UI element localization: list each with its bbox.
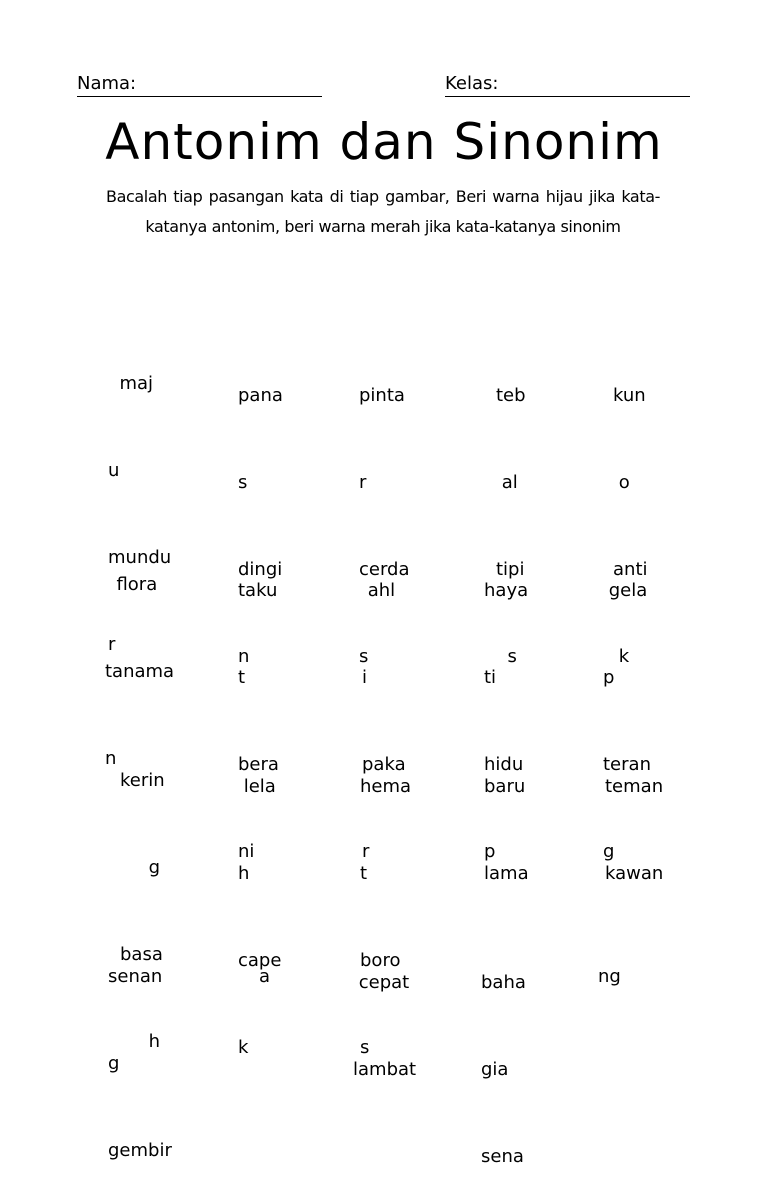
word-line: s bbox=[360, 1037, 370, 1058]
word-line: h bbox=[238, 863, 250, 884]
word-line: bera bbox=[238, 754, 279, 775]
word-line: hema bbox=[360, 776, 412, 797]
word-line: al bbox=[496, 472, 518, 493]
word-line: r bbox=[362, 841, 370, 862]
word-pair-r4-c3[interactable] bbox=[353, 910, 416, 1113]
word-line: ni bbox=[238, 841, 255, 862]
word-line: maj bbox=[108, 373, 154, 394]
word-line: g bbox=[108, 1053, 120, 1074]
word-pair-r4-c5[interactable] bbox=[598, 904, 621, 1020]
word-line: k bbox=[613, 646, 630, 667]
word-line: s bbox=[359, 646, 369, 667]
word-line: teran bbox=[603, 754, 651, 775]
word-line: taku bbox=[238, 580, 278, 601]
word-line: p bbox=[484, 841, 496, 862]
class-field[interactable] bbox=[445, 72, 690, 97]
word-line: u bbox=[108, 460, 120, 481]
word-pair-r3-c2[interactable] bbox=[238, 714, 281, 1091]
word-line: gia bbox=[481, 1059, 509, 1080]
word-line: tipi bbox=[496, 559, 525, 580]
word-line: kerin bbox=[120, 770, 165, 791]
word-line: lama bbox=[484, 863, 529, 884]
class-label: Kelas: bbox=[445, 73, 499, 94]
name-field[interactable] bbox=[77, 72, 322, 97]
word-line: teman bbox=[605, 776, 664, 797]
word-line: kun bbox=[613, 385, 646, 406]
word-line: cepat bbox=[353, 972, 410, 993]
name-label: Nama: bbox=[77, 73, 137, 94]
word-line: teb bbox=[496, 385, 526, 406]
word-line: sena bbox=[481, 1146, 524, 1167]
word-line: senan bbox=[108, 966, 163, 987]
word-line: g bbox=[603, 841, 615, 862]
word-line: p bbox=[603, 667, 615, 688]
word-line: n bbox=[238, 646, 250, 667]
word-pair-r3-c5[interactable] bbox=[605, 714, 663, 917]
word-line: g bbox=[120, 857, 161, 878]
word-line: n bbox=[105, 748, 117, 769]
word-line: gembir bbox=[108, 1140, 172, 1161]
word-line: t bbox=[238, 667, 246, 688]
word-pair-r4-c4[interactable] bbox=[481, 910, 526, 1200]
word-line: i bbox=[362, 667, 368, 688]
word-pair-r3-c4[interactable] bbox=[484, 714, 529, 917]
word-line: cerda bbox=[359, 559, 410, 580]
word-line: t bbox=[360, 863, 368, 884]
word-line: baha bbox=[481, 972, 526, 993]
word-line: paka bbox=[362, 754, 406, 775]
word-line: k bbox=[238, 1037, 249, 1058]
word-line: ti bbox=[484, 667, 497, 688]
word-line: dingi bbox=[238, 559, 283, 580]
word-line: lambat bbox=[353, 1059, 417, 1080]
word-line: basa bbox=[120, 944, 163, 965]
word-pair-r4-c2[interactable] bbox=[259, 904, 270, 1020]
word-line: a bbox=[259, 966, 271, 987]
word-line: baru bbox=[484, 776, 526, 797]
word-line: h bbox=[120, 1031, 161, 1052]
word-line: s bbox=[496, 646, 517, 667]
word-pair-r4-c1[interactable] bbox=[108, 904, 172, 1194]
word-line: hidu bbox=[484, 754, 524, 775]
word-line: gela bbox=[603, 580, 648, 601]
word-line: r bbox=[359, 472, 367, 493]
word-line: s bbox=[238, 472, 248, 493]
page-title: Antonim dan Sinonim bbox=[105, 113, 663, 171]
word-line: mundu bbox=[108, 547, 172, 568]
instruction-text: Bacalah tiap pasangan kata di tiap gambar, Beri warna hijau jika kata-katanya antonim, beri warna merah jika kata-katanya sinonim bbox=[106, 187, 660, 236]
word-line: kawan bbox=[605, 863, 664, 884]
word-line: r bbox=[108, 634, 116, 655]
word-line: ng bbox=[598, 966, 621, 987]
word-line: tanama bbox=[105, 661, 175, 682]
word-line: pana bbox=[238, 385, 283, 406]
word-line: flora bbox=[105, 574, 158, 595]
word-line: boro bbox=[360, 950, 401, 971]
word-line: ahl bbox=[362, 580, 396, 601]
word-line: o bbox=[613, 472, 630, 493]
word-line: pinta bbox=[359, 385, 405, 406]
word-line: haya bbox=[484, 580, 529, 601]
word-line: anti bbox=[613, 559, 648, 580]
word-line: lela bbox=[238, 776, 276, 797]
word-line: cape bbox=[238, 950, 282, 971]
